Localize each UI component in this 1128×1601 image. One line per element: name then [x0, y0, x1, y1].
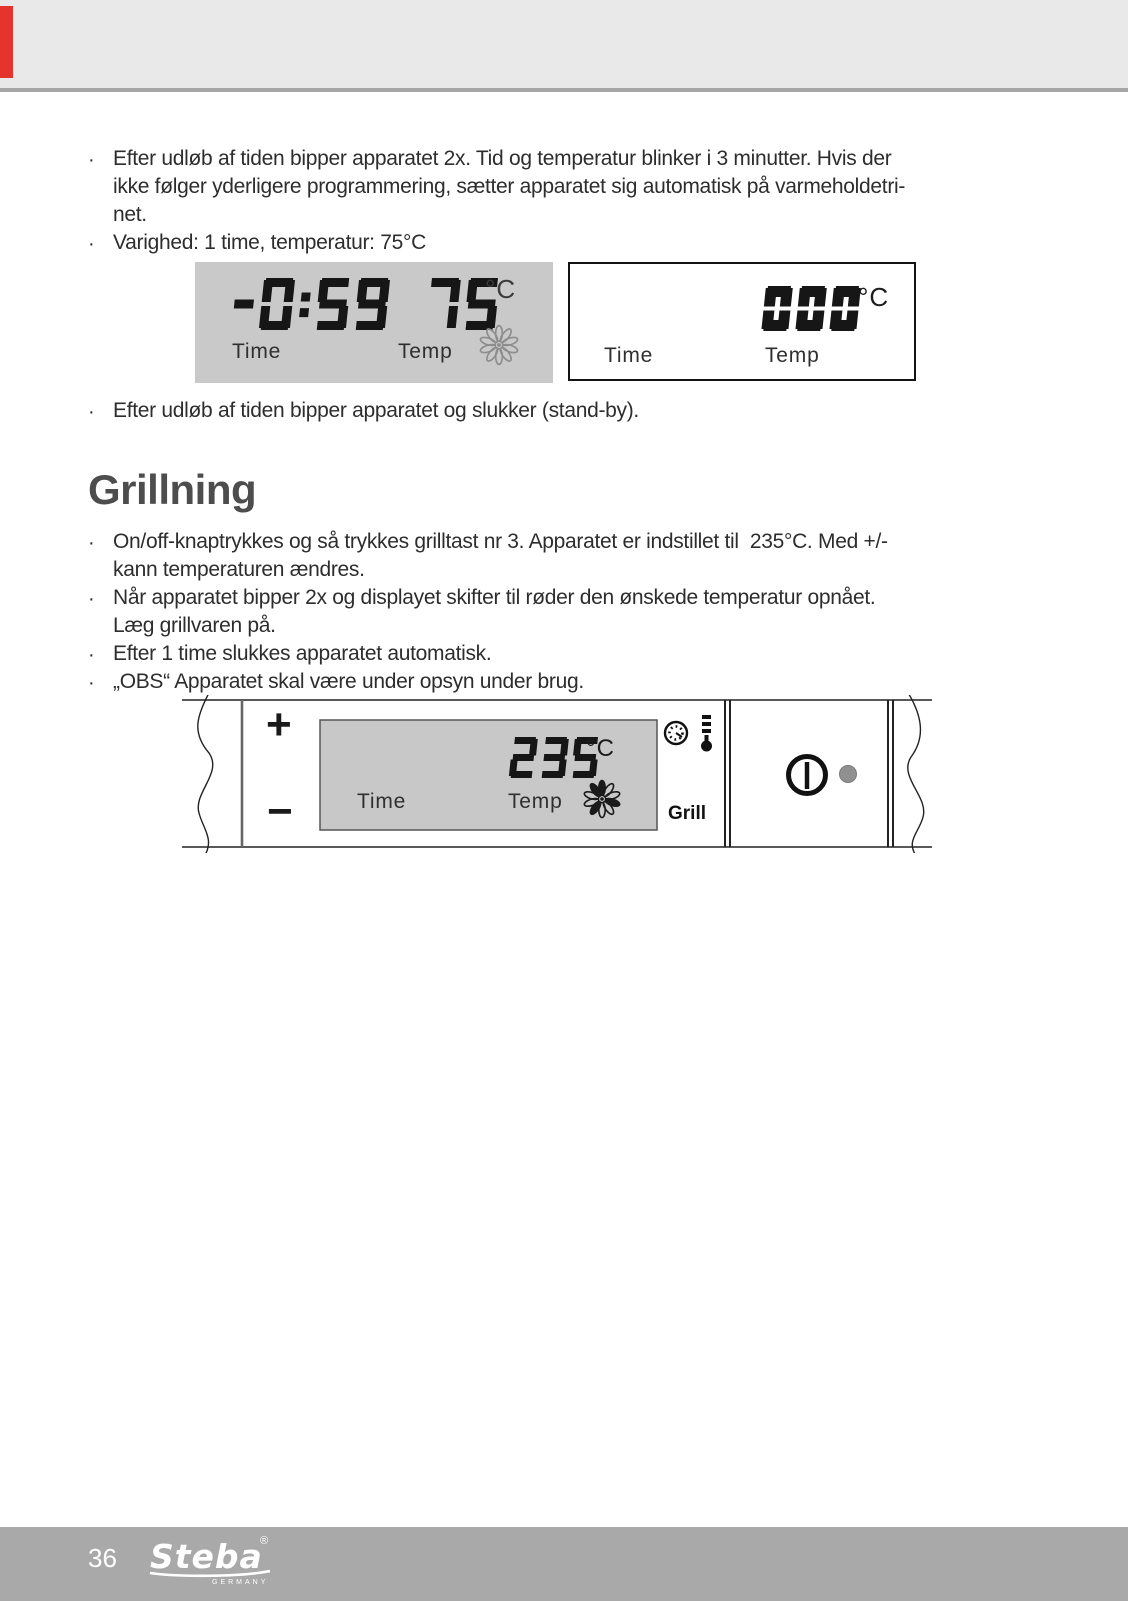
bullet-marker: · [88, 401, 95, 423]
logo-underline [148, 1569, 272, 1579]
fan-icon [582, 779, 622, 824]
body-line: Varighed: 1 time, temperatur: 75°C [113, 231, 426, 254]
body-line: Når apparatet bipper 2x og displayet skifter til røder den ønskede temperatur opnået. [113, 586, 876, 609]
body-line: Efter udløb af tiden bipper apparatet 2x. Tid og temperatur blinker i 3 minutter. Hvis der [113, 147, 892, 170]
lcd-display-standby [568, 262, 916, 381]
fan-icon [478, 324, 520, 371]
seg-time-value [229, 278, 396, 335]
body-line: net. [113, 203, 147, 226]
timer-icon [665, 722, 687, 744]
led-indicator [840, 766, 857, 783]
minus-key-label: − [267, 787, 293, 836]
thermometer-icon [701, 715, 712, 752]
body-line: On/off-knaptrykkes og så trykkes grilltast nr 3. Apparatet er indstillet til 235°C. Med +/- [113, 530, 888, 553]
red-accent-tab [0, 6, 13, 78]
header-rule [0, 88, 1128, 92]
header-band [0, 0, 1128, 88]
plus-key-label: + [266, 700, 292, 749]
seg-temp-value [758, 286, 867, 336]
temp-unit: °C [485, 274, 517, 304]
body-line: ikke følger yderligere programmering, sætter apparatet sig automatisk på varmeholdetri- [113, 175, 906, 198]
torn-edge-left [198, 695, 213, 853]
grill-panel-illustration [178, 695, 938, 853]
bullet-marker: · [88, 532, 95, 554]
body-line: „OBS“ Apparatet skal være under opsyn under brug. [113, 670, 584, 693]
grill-label: Grill [668, 803, 707, 824]
temp-label: Temp [508, 790, 563, 813]
page-number: 36 [88, 1543, 117, 1573]
body-line: Efter udløb af tiden bipper apparatet og slukker (stand-by). [113, 399, 639, 422]
bullet-marker: · [88, 149, 95, 171]
bullet-marker: · [88, 644, 95, 666]
time-label: Time [232, 340, 282, 363]
time-label: Time [604, 344, 654, 367]
brand-logo [150, 1535, 280, 1591]
section-title: Grillning [88, 466, 257, 513]
brand-name: Steba [150, 1537, 263, 1576]
body-line: kann temperaturen ændres. [113, 558, 365, 581]
temp-unit: °C [858, 282, 890, 312]
registered-mark: ® [260, 1535, 269, 1547]
power-button-icon [789, 757, 826, 794]
body-line: Læg grillvaren på. [113, 614, 276, 637]
footer-bar [0, 1527, 1128, 1601]
bullet-marker: · [88, 588, 95, 610]
torn-edge-right [907, 695, 924, 853]
body-line: Efter 1 time slukkes apparatet automatisk. [113, 642, 492, 665]
temp-unit: °C [586, 735, 615, 762]
temp-label: Temp [765, 344, 820, 367]
lcd-display-warmhold [195, 262, 553, 383]
time-label: Time [357, 790, 407, 813]
bullet-marker: · [88, 672, 95, 694]
brand-country: GERMANY [212, 1579, 269, 1586]
temp-label: Temp [398, 340, 453, 363]
bullet-marker: · [88, 233, 95, 255]
